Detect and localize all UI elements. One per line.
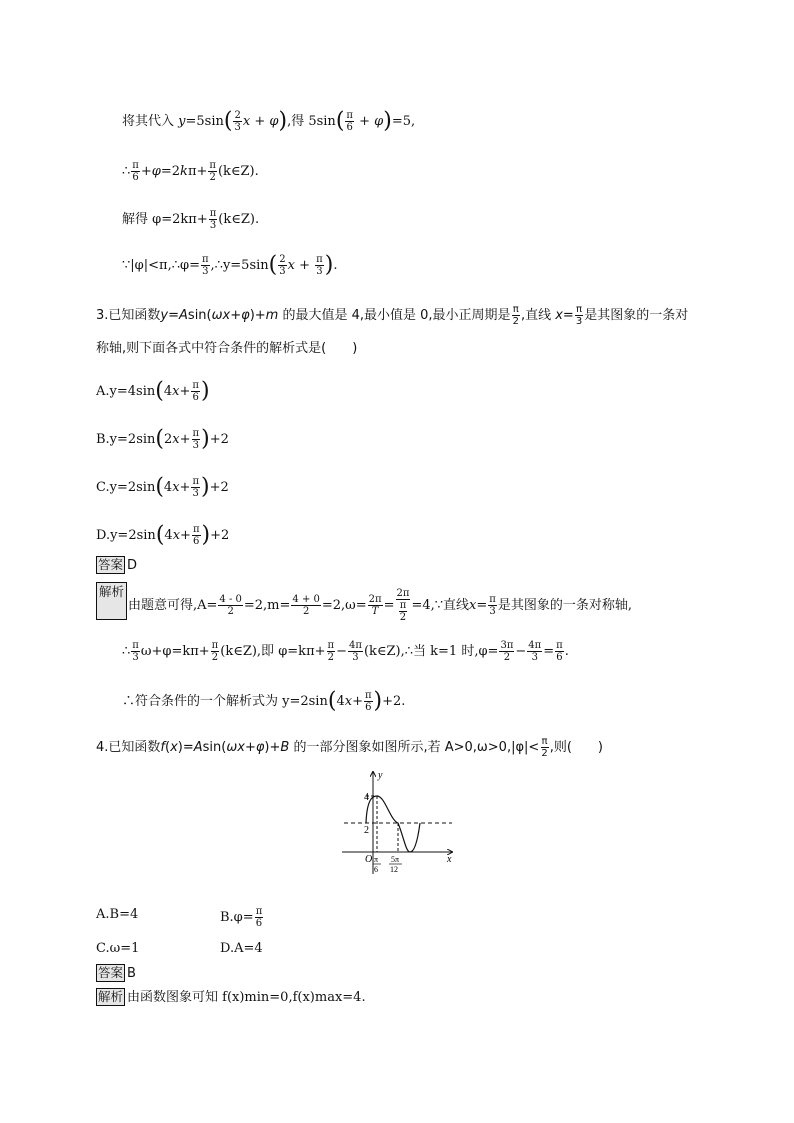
- q3-analysis-label: 解析: [96, 582, 127, 620]
- q3-answer: 答案 D: [98, 557, 138, 573]
- answer-label: 答案: [98, 557, 124, 572]
- q4-option-c[interactable]: C.ω=1: [96, 941, 140, 956]
- q3-analysis-line-3: ∴符合条件的一个解析式为 y=2sin(4x+ $\frac{\pi}{6}$ )+2.: [122, 688, 406, 714]
- q3-option-d[interactable]: D.y=2sin(4x+ $\frac{\pi}{6}$ )+2: [96, 522, 230, 548]
- q3-option-b[interactable]: B.y=2sin(2x+ $\frac{\pi}{3}$ )+2: [96, 426, 229, 452]
- q4-option-d[interactable]: D.A=4: [220, 941, 263, 956]
- svg-text:12: 12: [390, 865, 398, 874]
- analysis-label: 解析: [98, 989, 124, 1004]
- function-graph: [340, 768, 460, 878]
- q3-analysis-line-2: ∴ $\frac{\pi}{3}$ ω+φ=kπ+ $\frac{\pi}{2}$ (k∈Z),即 φ=kπ+ $\frac{\pi}{2}$ − $\frac{4\pi}{3}$ (k∈Z),∴当 k=1 时,φ= $\frac{3\pi}{2}$ − $\frac{4\pi}{3}$ = $\frac{\pi}{6}$ .: [122, 640, 569, 663]
- q3-option-a[interactable]: A.y=4sin(4x+ $\frac{\pi}{6}$ ): [96, 378, 210, 404]
- origin-label: O: [365, 854, 373, 865]
- svg-text:5π: 5π: [391, 855, 400, 864]
- q4-stem: 4.已知函数f(x)=Asin(ωx+φ)+B 的一部分图象如图所示,若 A>0,ω>0,|φ|< $\frac{\pi}{2}$ ,则( ): [96, 736, 603, 759]
- svg-text:6: 6: [374, 865, 378, 874]
- solution-line-3: 解得 φ=2kπ+ $\frac{\pi}{3}$ (k∈Z).: [122, 208, 260, 231]
- solution-line-4: ∵|φ|<π,∴φ= $\frac{\pi}{3}$ ,∴y=5sin( $\frac{2}{3}$ x + $\frac{\pi}{3}$ ).: [122, 252, 338, 278]
- y-tick-4: 4: [364, 792, 369, 803]
- y-tick-2: 2: [364, 825, 369, 836]
- q4-option-a[interactable]: A.B=4: [96, 907, 139, 922]
- answer-label: 答案: [98, 965, 124, 980]
- y-axis-label: y: [378, 770, 383, 781]
- q4-analysis: 解析 由函数图象可知 f(x)min=0,f(x)max=4.: [98, 989, 366, 1005]
- q4-option-b[interactable]: B.φ= $\frac{\pi}{6}$: [220, 906, 263, 929]
- sine-curve: [366, 796, 420, 852]
- solution-line-2: ∴ $\frac{\pi}{6}$ +φ=2kπ+ $\frac{\pi}{2}$ (k∈Z).: [122, 160, 259, 183]
- solution-line-1: 将其代入 y=5sin( $\frac{2}{3}$ x + φ),得 5sin( $\frac{\pi}{6}$ + φ)=5,: [122, 108, 416, 134]
- svg-text:π: π: [374, 855, 379, 864]
- q3-stem: 3.已知函数y=Asin(ωx+φ)+m 的最大值是 4,最小值是 0,最小正周期是 $\frac{\pi}{2}$ ,直线 x= $\frac{\pi}{3}$ 是其图象的一条对: [96, 304, 689, 327]
- q3-option-c[interactable]: C.y=2sin(4x+ $\frac{\pi}{3}$ )+2: [96, 474, 229, 500]
- q3-stem-line2: 称轴,则下面各式中符合条件的解析式是( ): [96, 341, 358, 356]
- q4-answer: 答案 B: [98, 965, 136, 981]
- x-axis-label: x: [447, 854, 452, 865]
- q3-analysis-line-1: 由题意可得,A= $\frac{4 - 0}{2}$ =2,m= $\frac{4 + 0}{2}$ =2,ω= $\frac{2\pi}{T}$ = $\frac{2\pi}{\frac{\pi}{2}}$ =4,∵直线x= $\frac{\pi}{3}$ 是其图象的一条对称轴,: [128, 588, 632, 623]
